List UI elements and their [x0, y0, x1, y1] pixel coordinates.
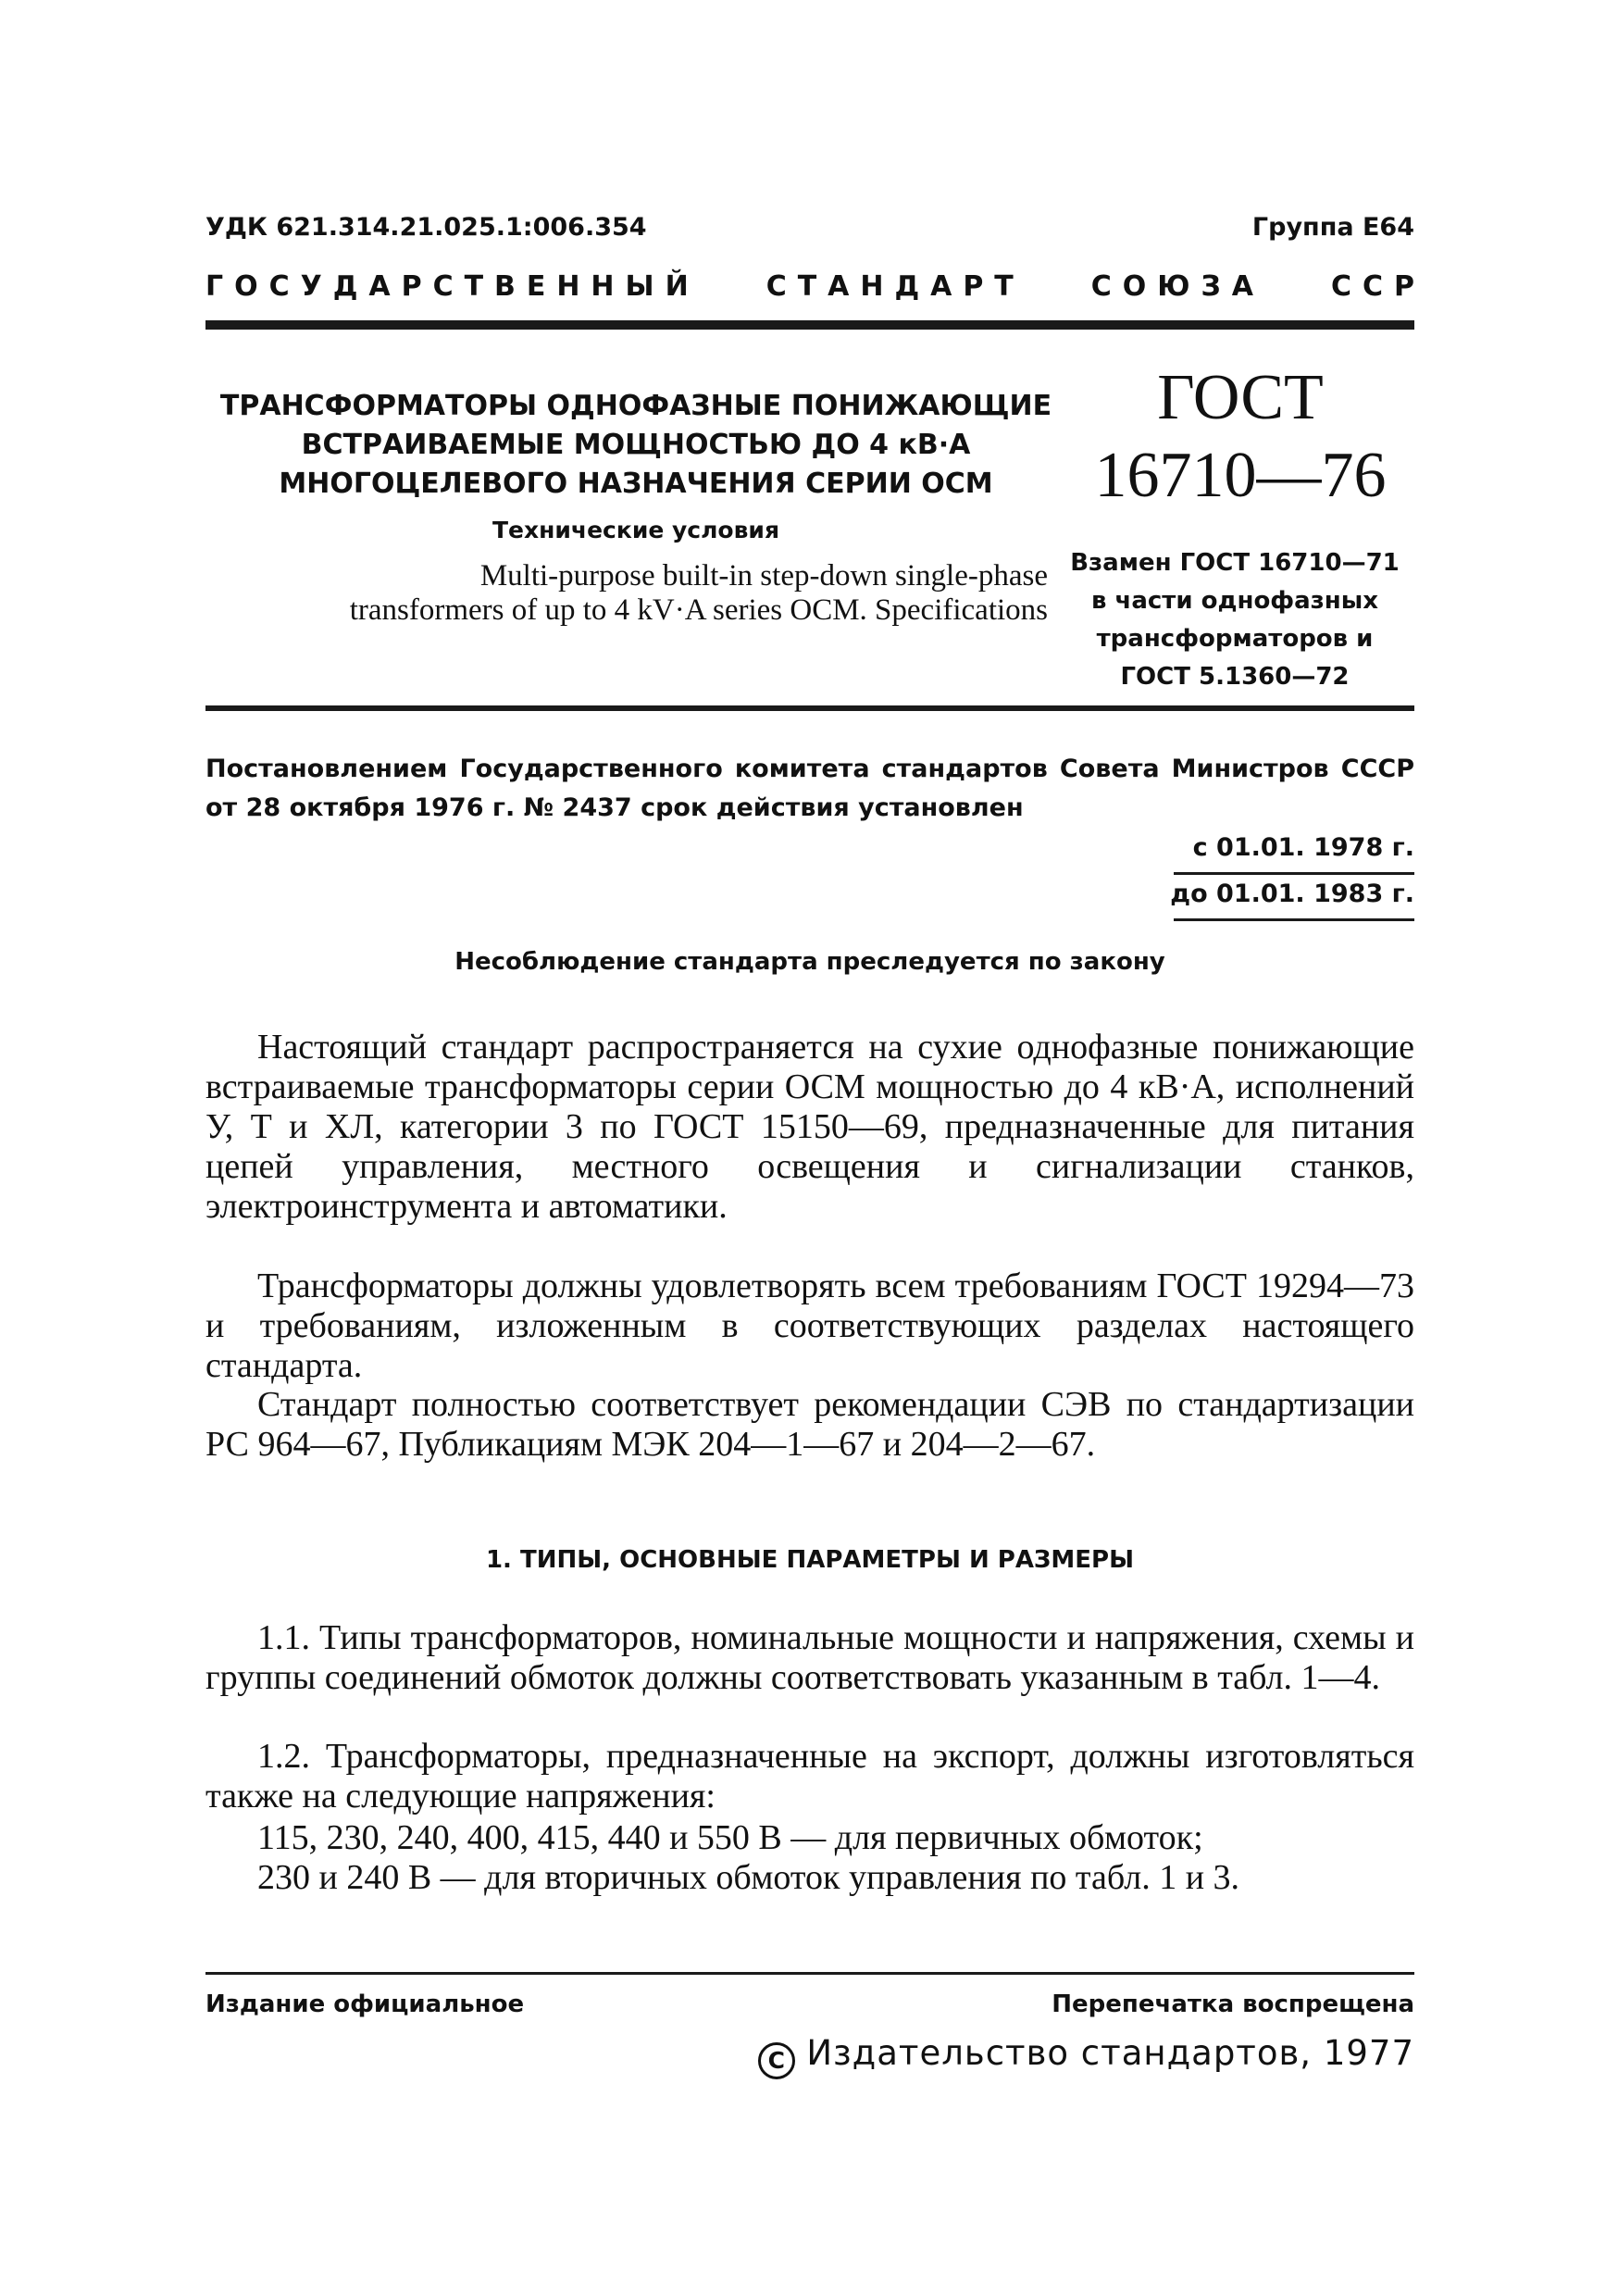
- banner-word-3: С О Ю З А: [1090, 270, 1253, 303]
- replaces-block: [1055, 544, 1414, 696]
- decree-text: Постановлением Государственного комитета стандартов Совета Министров СССР от 28 октября 1976 г. № 2437 срок действия установлен: [205, 755, 1414, 822]
- banner-word-4: С С Р: [1330, 270, 1414, 303]
- body-paragraph-requirements: Трансформаторы должны удовлетворять всем требованиям ГОСТ 19294—73 и требованиям, изложенным в соответствующих разделах настоящего стандарта.: [205, 1267, 1414, 1385]
- udk-code: УДК 621.314.21.025.1:006.354: [205, 213, 647, 242]
- effective-date-to: до 01.01. 1983 г.: [1170, 880, 1414, 908]
- clause-1-2: 1.2. Трансформаторы, предназначенные на экспорт, должны изготовляться также на следующие напряжения:: [205, 1737, 1414, 1816]
- date-rule-1: [1174, 872, 1414, 875]
- legal-notice: Несоблюдение стандарта преследуется по закону: [454, 948, 1165, 976]
- title-line-2: ВСТРАИВАЕМЫЕ МОЩНОСТЬЮ ДО 4 кВ·А: [301, 429, 971, 461]
- publisher-line: [758, 2033, 1414, 2079]
- body-paragraph-scope: Настоящий стандарт распространяется на сухие однофазные понижающие встраиваемые трансформаторы серии ОСМ мощностью до 4 кВ·А, исполнений У, Т и ХЛ, категории 3 по ГОСТ 15150—69, предназначенные для питания цепей управления, местного освещения и сигнализации станков, электроинструмента и автоматики.: [205, 1028, 1414, 1226]
- body-paragraph-compliance: Стандарт полностью соответствует рекомендации СЭВ по стандартизации РС 964—67, Публикациям МЭК 204—1—67 и 204—2—67.: [205, 1385, 1414, 1464]
- header-rule: [205, 320, 1414, 330]
- copyright-icon: C: [758, 2042, 795, 2079]
- title-line-1: ТРАНСФОРМАТОРЫ ОДНОФАЗНЫЕ ПОНИЖАЮЩИЕ: [219, 390, 1052, 422]
- state-standard-banner: [205, 270, 1414, 303]
- document-subtitle: Технические условия: [492, 517, 779, 543]
- replaces-line-1: Взамен ГОСТ 16710—71: [1070, 549, 1400, 577]
- gost-designation: [1092, 359, 1388, 515]
- english-title-line-1: Multi-purpose built-in step-down single-phase: [479, 559, 1048, 593]
- section-heading: 1. ТИПЫ, ОСНОВНЫЕ ПАРАМЕТРЫ И РАЗМЕРЫ: [485, 1546, 1135, 1574]
- english-title: [205, 559, 1048, 628]
- banner-word-1: Г О С У Д А Р С Т В Е Н Н Ы Й: [205, 270, 689, 303]
- replaces-line-2: в части однофазных: [1090, 587, 1379, 615]
- clause-1-2-secondary: 230 и 240 В — для вторичных обмоток управления по табл. 1 и 3.: [257, 1858, 1240, 1897]
- replaces-line-3: трансформаторов и: [1096, 625, 1374, 653]
- replaces-line-4: ГОСТ 5.1360—72: [1120, 663, 1350, 691]
- gost-number: 16710—76: [1094, 440, 1387, 511]
- date-rule-2: [1174, 918, 1414, 921]
- gost-label: ГОСТ: [1157, 362, 1324, 433]
- reprint-notice: Перепечатка воспрещена: [1052, 1990, 1414, 2018]
- title-rule: [205, 705, 1414, 711]
- footer-rule: [205, 1972, 1414, 1975]
- title-line-3: МНОГОЦЕЛЕВОГО НАЗНАЧЕНИЯ СЕРИИ ОСМ: [279, 468, 993, 500]
- english-title-line-2: transformers of up to 4 kV·A series OCM. Specifications: [349, 593, 1048, 627]
- edition-label: Издание официальное: [205, 1990, 525, 2018]
- group-code: Группа Е64: [1251, 213, 1414, 242]
- effective-date-from: с 01.01. 1978 г.: [1192, 833, 1414, 862]
- clause-1-2-primary: 115, 230, 240, 400, 415, 440 и 550 В — для первичных обмоток;: [257, 1818, 1203, 1857]
- banner-word-2: С Т А Н Д А Р Т: [765, 270, 1014, 303]
- clause-1-1: 1.1. Типы трансформаторов, номинальные мощности и напряжения, схемы и группы соединений обмоток должны соответствовать указанным в табл. 1—4.: [205, 1618, 1414, 1697]
- document-title: [205, 387, 1066, 504]
- publisher-name: Издательство стандартов, 1977: [806, 2033, 1414, 2073]
